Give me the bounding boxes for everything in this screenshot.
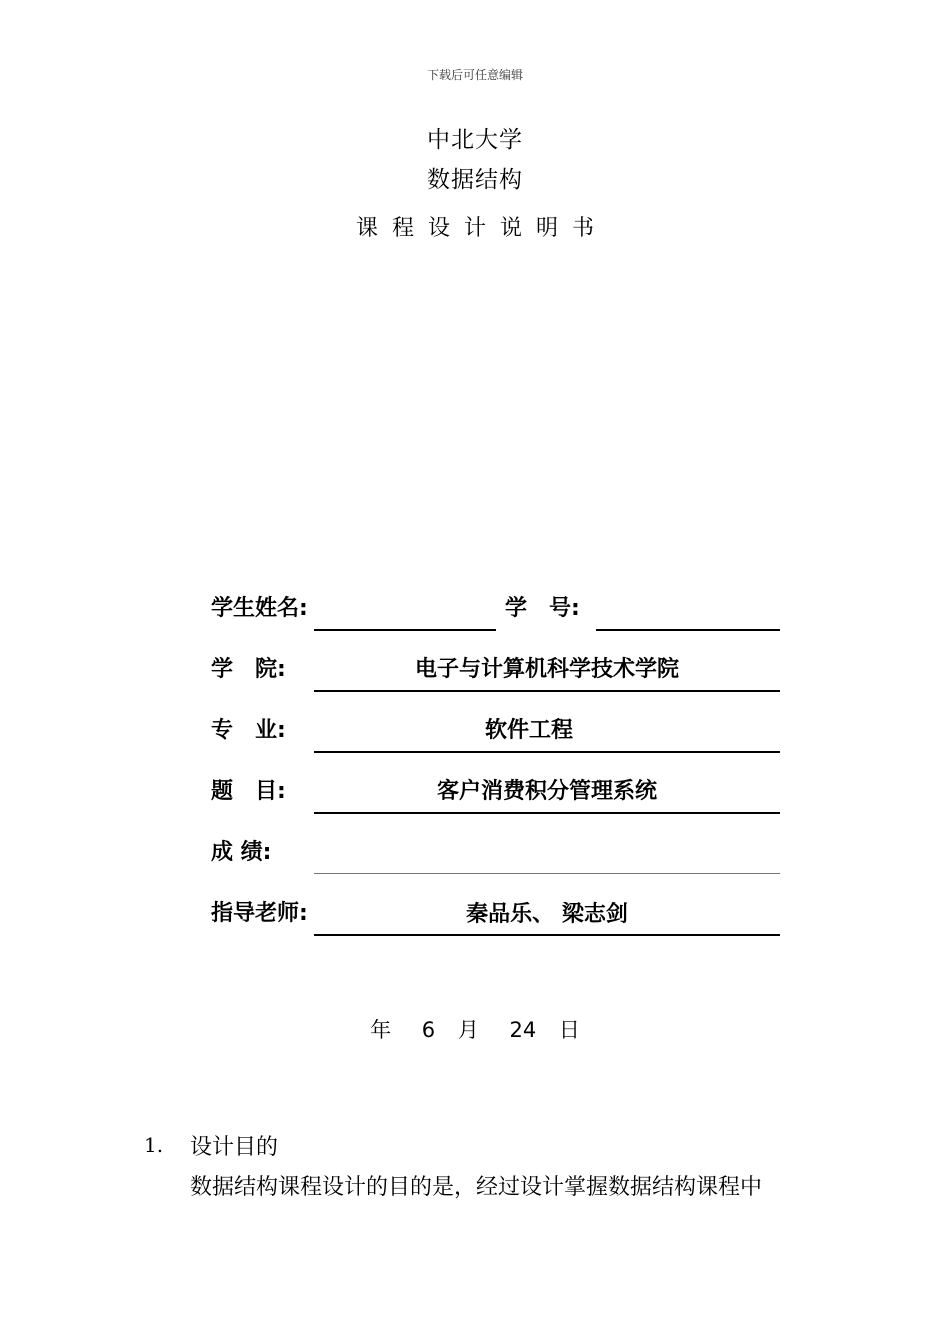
course-title: 数据结构 [427,167,523,193]
student-id-label: 学 号: [505,596,580,621]
university-title: 中北大学 [427,127,523,153]
topic-value: 客户消费积分管理系统 [436,779,657,804]
date-month: 6 [421,1018,436,1042]
grade-rule [314,873,780,874]
topic-rule [314,812,780,814]
date-day-label: 日 [558,1018,580,1042]
advisor-label: 指导老师: [211,901,308,926]
date-year-label: 年 [370,1018,392,1042]
section-number: 1. [144,1133,164,1157]
section-paragraph: 数据结构课程设计的目的是，经过设计掌握数据结构课程中 [190,1175,763,1200]
header-note: 下载后可任意编辑 [426,68,523,82]
major-value: 软件工程 [484,718,573,743]
grade-label: 成 绩: [211,840,272,865]
student-name-rule [314,629,496,631]
document-type-title: 课程设计说明书 [355,216,608,241]
college-label: 学 院: [211,657,286,682]
date-day: 24 [509,1018,537,1042]
college-rule [314,690,780,692]
topic-label: 题 目: [211,779,286,804]
major-rule [314,751,780,753]
date-month-label: 月 [457,1018,479,1042]
advisor-rule [314,934,780,936]
student-name-label: 学生姓名: [211,596,308,621]
major-label: 专 业: [211,718,286,743]
section-title: 设计目的 [190,1135,279,1160]
date-line [0,1014,950,1044]
student-id-rule [596,629,780,631]
advisor-value: 秦品乐、 梁志剑 [466,902,628,927]
college-value: 电子与计算机科学技术学院 [414,657,679,682]
